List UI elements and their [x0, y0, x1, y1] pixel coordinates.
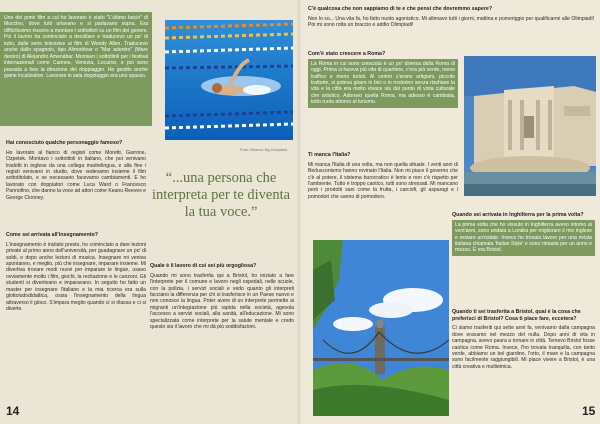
trevi-fountain-image — [464, 56, 596, 196]
answer-text: Mi manca l'Italia di una volta, ma non quella attuale. I venti anni di Berlusconismo hanno rovinato l'Italia. Non mi piace il governo che c'è al potere, il sistema burocratico è lento e non c'è rispetto per l'ambiente. Tutto è troppo caotico, tutti sono stressati. Mi mancano però i prodotti sani come la frutta, i carciofi, gli asparagi e i pomodori che sanno di pomodoro. — [308, 161, 458, 200]
intro-text: Uno dei primi film a cui ho lavorato è stato "L'ultimo bacio" di Muccino, dove tutti urlavano e si parlavano sopra. Era difficilissimo riuscire a montare i sottotitoli su un film del genere. Poi il lavoro ha cominciato a decollare e traducevo un po' di tutto, dalle serie televisive ai film di Woody Allen. Traducevo anche dallo spagnolo, tipo Almodóvar o "Mar adentro" (Mare dentro) di Alejandro Amenábar. Montavo i sottotitoli per i festival internazionali come Cannes, Venezia, Locarno, e poi sono passata a fare la direzione del doppiaggio. Ho gestito anche game localization. Lavorare in sala doppiaggio era uno spasso. — [4, 15, 148, 80]
question-heading: Come sei arrivata all'insegnamento? — [6, 232, 98, 238]
answer-text: L'insegnamento è iniziato presto, ho cominciato a dare lezioni private al primo anno dell'università, per guadagnare un po' di soldi, e dopo anche lezioni di musica. Insegnare mi veniva spontaneo, e meglio, più che insegnare, imparare insieme. Mi divertiva trovare modi nuovi per imparare le lingue, usavo ovviamente molto i film, giochi, la recitazione e le canzoni. Gli studenti si divertivano e imparavano. In seguito ho fatto un master per insegnare l'italiano e la mia ricerca era sulla glottoludodidattica, ossia l'insegnamento della lingua attraverso il gioco. S'impara meglio quando ci si rilassa e ci si diverte. — [6, 241, 146, 313]
answer-text: Ho lavorato al fianco di registi come Moretti, Garrone, Ozpetek. Montavo i sottotitoli in italiano, che poi venivano tradotti in inglese da una collega madrelingua, e alla fine i registi venivano in studio, dove vedevamo insieme il film sottotitolato, e se necessario facevamo cambiamenti. E ho lavorato con doppiatori come Luca Ward o Francesco Pannofino, che danno la voce ad attori come Keanu Reeves e George Clooney. — [6, 149, 146, 201]
question-block-famous — [6, 140, 146, 201]
answer-text: La prima volta che ho vissuto in Inghilterra avevo intorno ai vent'anni, sono andata a Londra per migliorare il mio inglese e restare un'estate. Invece ho trovato lavoro per una rivista italiana chiamata 'Italian Style' e sono rimasta per un anno e mezzo. E ora Bristol. — [452, 220, 595, 256]
answer-text: Ci siamo trasferiti qui sette anni fa, venivamo dalla campagna dove eravamo nel mezzo del nulla. Dopo anni di vita in campagna, avevo paura a tornare in città. Temevo Bristol fosse caotica come Roma. Invece, l'ho trovata tranquilla, con tanto verde, abbiamo un bel giardino, l'orto, il mare e la campagna sono facilmente raggiungibili. Mi piace vivere a Bristol, è una città creativa e multietnica. — [452, 325, 595, 370]
answer-text: La Roma in cui sono cresciuta è un po' diversa dalla Roma di oggi. Prima si faceva più vita di quartiere, c'era più verde, meno traffico e meno turisti. Al centro c'erano artigiani, piccole trattorie, si poteva girare in bici o in motorino senza rischiare la vita e la città era molto vivace sia dal punto di vista culturale che artistico. Adoravo quella Roma, ma adesso è cambiata, tutto ruota attorno al turismo. — [308, 59, 458, 108]
question-heading: Quando sei arrivata in Inghilterra per la prima volta? — [452, 212, 584, 218]
question-heading: Ti manca l'Italia? — [308, 152, 351, 158]
question-block-rome — [308, 51, 458, 108]
question-heading: C'è qualcosa che non sappiamo di te e che pensi che dovremmo sapere? — [308, 6, 493, 12]
question-block-about-you — [308, 6, 594, 29]
swimmer-photo — [165, 20, 293, 140]
pull-quote: “...una persona che interpreta per te diventa la tua voce.” — [151, 170, 291, 220]
photo-credit: Foto: Marcus Ng Unsplash — [240, 147, 288, 152]
page-number-left: 14 — [6, 404, 20, 418]
question-heading: Quale è il lavoro di cui sei più orgogliosa? — [150, 263, 257, 269]
question-block-england — [452, 212, 595, 256]
answer-text: Non lo so... Una vita fa, ho fatto nuoto agonistico. Mi allenavo tutti i giorni, mattina e pomeriggio per qualificarmi alle Olimpiadi! Poi mi sono rotta un braccio e addio Olimpiadi! — [308, 15, 594, 29]
question-block-proud-work — [150, 263, 294, 331]
question-block-teaching — [6, 232, 146, 313]
question-block-miss-italy — [308, 152, 458, 200]
page-gutter — [298, 0, 302, 424]
clifton-bridge-image — [313, 240, 449, 416]
question-block-bristol — [452, 309, 595, 370]
answer-text: Quando mi sono trasferita qui a Bristol, ho iniziato a fare l'interprete per il comune e lavoro negli ospedali, nelle scuole, con la polizia, i servizi sociali e vedo quanto gli interpreti facciano la differenza per chi si trasferisce in un Paese nuovo e non conosce la lingua. Poter avere di un interprete permette ai migranti un'integrazione più rapida nella società, agevola l'accesso a servizi sociali, alla sanità, all'educazione. Mi sono specializzata come interprete per la salute mentale e credo questo sia il lavoro che mi dà più soddisfazioni. — [150, 272, 294, 331]
trevi-fountain-photo — [464, 56, 596, 196]
question-heading: Com'è stato crescere a Roma? — [308, 51, 386, 57]
right-page — [300, 0, 600, 424]
intro-text-box — [0, 12, 152, 126]
clifton-bridge-photo — [313, 240, 449, 416]
page-number-right: 15 — [582, 404, 596, 418]
question-heading: Hai conosciuto qualche personaggio famoso? — [6, 140, 123, 146]
swimmer-image — [165, 20, 293, 140]
question-heading: Quando ti sei trasferita a Bristol, qual è la cosa che preferisci di Bristol? Cosa ti piace fare, eccetera? — [452, 309, 581, 322]
